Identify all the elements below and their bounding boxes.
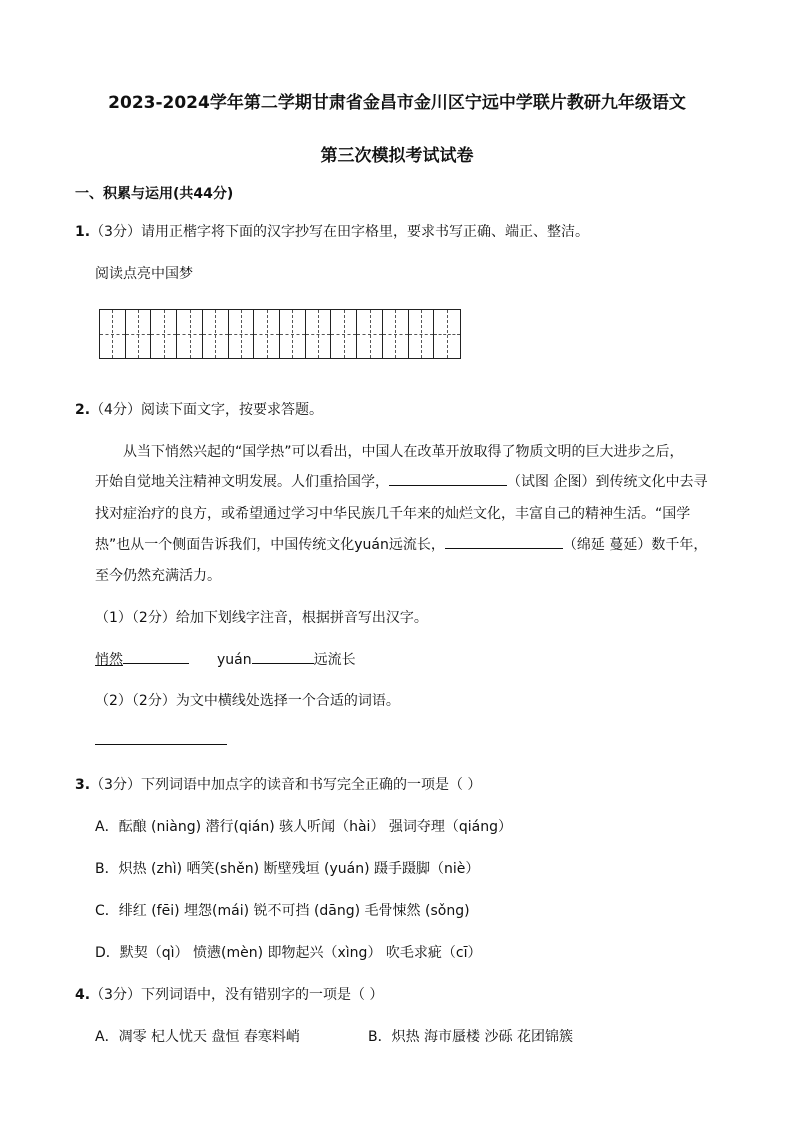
tianzige-grid[interactable] bbox=[99, 309, 461, 359]
section-heading: 一、积累与运用(共44分) bbox=[75, 186, 234, 202]
question-text: （3分）下列词语中，没有错别字的一项是（ ） bbox=[90, 987, 384, 1003]
question-4 bbox=[75, 984, 383, 1004]
guide-line-horizontal bbox=[383, 334, 408, 335]
guide-line-horizontal bbox=[254, 334, 279, 335]
answer-blank-2[interactable] bbox=[445, 534, 563, 549]
passage-line-4 bbox=[95, 534, 707, 554]
passage-line-2 bbox=[95, 471, 707, 491]
guide-line-horizontal bbox=[306, 334, 331, 335]
sub-question-2: （2）（2分）为文中横线处选择一个合适的词语。 bbox=[95, 693, 400, 709]
copy-phrase: 阅读点亮中国梦 bbox=[95, 266, 193, 282]
question-number: 4. bbox=[75, 987, 91, 1003]
question-2 bbox=[75, 399, 323, 419]
question-number: 3. bbox=[75, 777, 91, 793]
grid-cell[interactable] bbox=[229, 310, 255, 358]
pinyin-text: yuán bbox=[217, 652, 252, 668]
question-number: 2. bbox=[75, 402, 91, 418]
guide-line-horizontal bbox=[331, 334, 356, 335]
grid-cell[interactable] bbox=[280, 310, 306, 358]
word-suffix: 远流长 bbox=[313, 652, 356, 668]
title-line-1: 2023-2024学年第二学期甘肃省金昌市金川区宁远中学联片教研九年级语文 bbox=[108, 93, 686, 113]
guide-line-horizontal bbox=[434, 334, 460, 335]
grid-cell[interactable] bbox=[254, 310, 280, 358]
guide-line-horizontal bbox=[229, 334, 254, 335]
grid-cell[interactable] bbox=[409, 310, 435, 358]
option-b[interactable]: B．炽热 海市蜃楼 沙砾 花团锦簇 bbox=[368, 1029, 573, 1045]
guide-line-horizontal bbox=[126, 334, 151, 335]
passage-text: （绵延 蔓延）数千年， bbox=[562, 537, 708, 553]
passage-line-5: 至今仍然充满活力。 bbox=[95, 568, 221, 584]
passage-line-3: 找对症治疗的良方，或希望通过学习中华民族几千年来的灿烂文化，丰富自己的精神生活。“国学 bbox=[95, 506, 691, 522]
grid-cell[interactable] bbox=[383, 310, 409, 358]
option-c[interactable]: C．绯红 (fēi) 埋怨(mái) 锐不可挡 (dāng) 毛骨悚然 (sǒng) bbox=[95, 903, 470, 919]
passage-text: 开始自觉地关注精神文明发展。人们重拾国学， bbox=[95, 474, 389, 490]
grid-cell[interactable] bbox=[203, 310, 229, 358]
question-3 bbox=[75, 774, 481, 794]
sub-question-1: （1）（2分）给加下划线字注音，根据拼音写出汉字。 bbox=[95, 610, 428, 626]
guide-line-horizontal bbox=[100, 334, 125, 335]
answer-blank-4[interactable] bbox=[252, 649, 314, 664]
option-a[interactable]: A．凋零 杞人忧天 盘恒 春寒料峭 bbox=[95, 1029, 300, 1045]
guide-line-horizontal bbox=[409, 334, 434, 335]
question-1 bbox=[75, 221, 589, 241]
question-number: 1. bbox=[75, 224, 91, 240]
guide-line-horizontal bbox=[203, 334, 228, 335]
question-text: （4分）阅读下面文字，按要求答题。 bbox=[90, 402, 323, 418]
answer-blank-1[interactable] bbox=[389, 471, 507, 486]
passage-text: 热”也从一个侧面告诉我们，中国传统文化yuán远流长， bbox=[95, 537, 445, 553]
grid-cell[interactable] bbox=[357, 310, 383, 358]
passage-text: （试图 企图）到传统文化中去寻 bbox=[507, 474, 708, 490]
guide-line-horizontal bbox=[177, 334, 202, 335]
grid-cell[interactable] bbox=[331, 310, 357, 358]
guide-line-horizontal bbox=[151, 334, 176, 335]
grid-cell[interactable] bbox=[151, 310, 177, 358]
answer-blank-3[interactable] bbox=[123, 649, 189, 664]
guide-line-horizontal bbox=[280, 334, 305, 335]
question-text: （3分）请用正楷字将下面的汉字抄写在田字格里，要求书写正确、端正、整洁。 bbox=[90, 224, 589, 240]
title-line-2: 第三次模拟考试试卷 bbox=[320, 146, 474, 166]
underlined-word: 悄然 bbox=[95, 652, 123, 668]
option-d[interactable]: D．默契（qì） 愤懑(mèn) 即物起兴（xìng） 吹毛求疵（cī） bbox=[95, 945, 482, 961]
option-a[interactable]: A．酝酿 (niàng) 潜行(qián) 骇人听闻（hài） 强词夺理（qiáng） bbox=[95, 819, 513, 835]
grid-cell[interactable] bbox=[434, 310, 460, 358]
guide-line-horizontal bbox=[357, 334, 382, 335]
grid-cell[interactable] bbox=[126, 310, 152, 358]
grid-cell[interactable] bbox=[306, 310, 332, 358]
passage-line-1: 从当下悄然兴起的“国学热”可以看出，中国人在改革开放取得了物质文明的巨大进步之后， bbox=[123, 444, 684, 460]
sub-question-1-answers bbox=[95, 649, 356, 669]
answer-line[interactable] bbox=[95, 744, 227, 745]
grid-cell[interactable] bbox=[100, 310, 126, 358]
question-text: （3分）下列词语中加点字的读音和书写完全正确的一项是（ ） bbox=[90, 777, 482, 793]
option-b[interactable]: B．炽热 (zhì) 哂笑(shěn) 断壁残垣 (yuán) 蹑手蹑脚（niè） bbox=[95, 861, 480, 877]
grid-cell[interactable] bbox=[177, 310, 203, 358]
